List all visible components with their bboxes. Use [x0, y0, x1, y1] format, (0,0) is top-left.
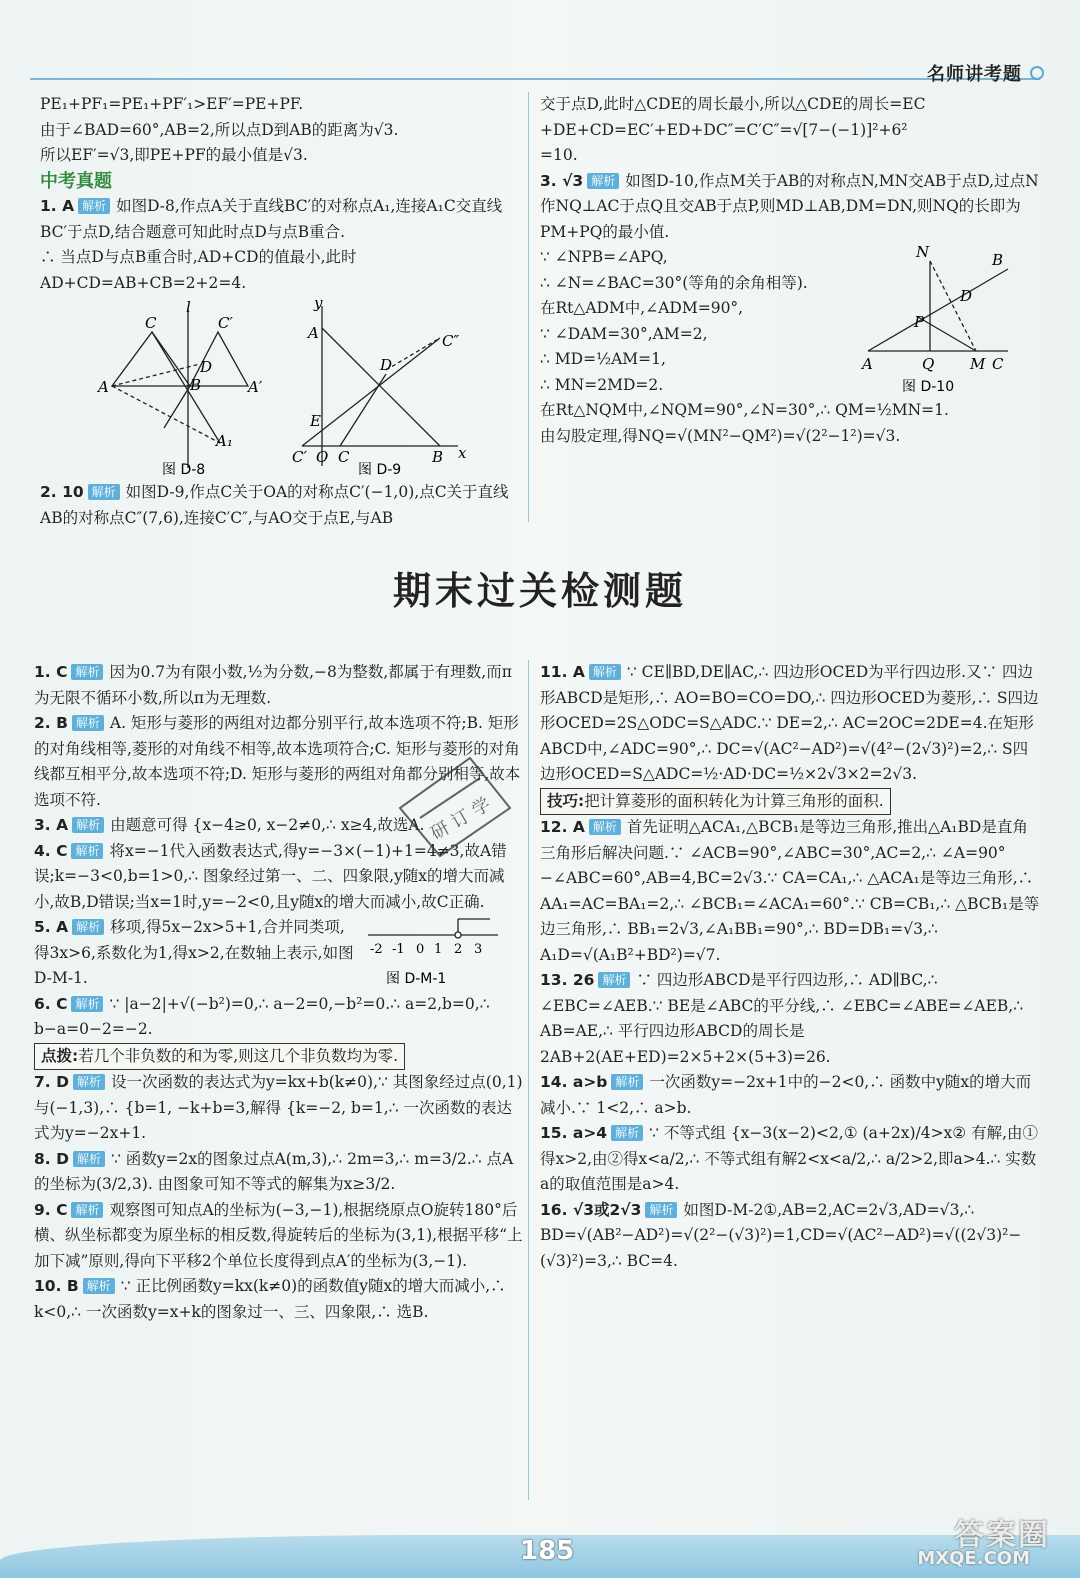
fig-d10-label: Q: [922, 355, 935, 373]
fig-d10-label: M: [970, 355, 986, 373]
fig-d10-label: P: [914, 313, 925, 331]
answer-item: [34, 660, 524, 711]
answer-text: 由题意可得 {x−4≥0, x−2≠0,∴ x≥4,故选A.: [110, 816, 425, 834]
question-2: [40, 480, 518, 531]
answer-number: 3. √3: [540, 171, 584, 190]
fig-d8-label: A₁: [216, 432, 233, 450]
fig-d9-label: E: [310, 412, 321, 430]
answer-item: [34, 1198, 524, 1275]
handwritten-stamp: [380, 738, 530, 868]
answer-text: ∵ 不等式组 {x−3(x−2)<2,① (a+2x)/4>x② 有解,由①得x>2,由②得x<a/2,∴ 不等式组有解2<x<a/2,∴ a/2>2,即a>4.∴ 实数a的取值范围是a>4.: [540, 1124, 1039, 1193]
figure-dm1-number-line: [366, 911, 506, 991]
analysis-tag: 解析: [73, 1151, 105, 1167]
answer-item: [34, 1070, 524, 1147]
text-line: ∴ MN=2MD=2.: [540, 375, 664, 394]
answer-number: 2. 10: [40, 483, 84, 501]
tip-box: [34, 1043, 405, 1071]
answer-text: ∴ 当点D与点B重合时,AD+CD的值最小,此时AD+CD=AB+CB=2+2=4.: [40, 248, 357, 292]
answer-text: 将x=−1代入函数表达式,得y=−3×(−1)+1=4≠3,故A错误;k=−3<0,b=1>0,∴ 图象经过第一、二、四象限,y随x的增大而减小,故B,D错误;当x=1时,y=−2<0,且y随x的增大而减小,故C正确.: [34, 841, 507, 911]
text-line: 所以EF′=√3,即PE+PF的最小值是√3.: [40, 146, 308, 164]
fig-d10-label: N: [916, 243, 930, 261]
bottom-right-column: [540, 660, 1040, 1274]
top-right-column: [540, 92, 1040, 449]
answer-text: 设一次函数的表达式为y=kx+b(k≠0),∵ 其图象经过点(0,1)与(−1,3),∴ {b=1, −k+b=3,解得 {k=−2, b=1,∴ 一次函数的表达式为y=−2x+1.: [34, 1073, 523, 1142]
text-line: ∵ ∠DAM=30°,AM=2,: [540, 324, 708, 343]
answer-number: 1. A: [40, 197, 75, 215]
tick-label: 1: [434, 942, 443, 957]
answer-text: 移项,得5x−2x>5+1,合并同类项,得3x>6,系数化为1,得x>2,在数轴上表示,如图D-M-1.: [34, 918, 354, 987]
watermark-logo: 答案圈: [954, 1518, 1050, 1553]
fig-d9-label: B: [432, 448, 444, 466]
fig-d8-label: l: [186, 298, 191, 316]
answer-number: 4. C: [34, 841, 68, 860]
q5-block: [34, 915, 524, 992]
fig-d10-label: B: [992, 251, 1004, 269]
fig-d8-label: C: [145, 314, 157, 332]
answer-item: [540, 1121, 1040, 1198]
top-left-column: [40, 92, 518, 531]
answer-item: [540, 815, 1040, 968]
answer-text: ∵ |a−2|+√(−b²)=0,∴ a−2=0,−b²=0.∴ a=2,b=0,∴ b−a=0−2=−2.: [34, 994, 490, 1038]
tip-label: 技巧:: [547, 791, 585, 810]
answer-number: 8. D: [34, 1149, 69, 1168]
fig-d10-label: C: [992, 355, 1004, 373]
analysis-tag: 解析: [71, 996, 103, 1012]
stamp-text: 研 订 学: [427, 793, 495, 845]
fig-d9-label: D: [380, 356, 393, 374]
analysis-tag: 解析: [73, 1074, 105, 1090]
fig-d9-label: C′: [292, 448, 307, 466]
fig-d8-label: D: [200, 358, 213, 376]
header-title: 名师讲考题: [927, 64, 1022, 85]
answer-text: 如图D-10,作点M关于AB的对称点N,MN交AB于点D,过点N作NQ⊥AC于点Q且交AB于点P,则MD⊥AB,DM=DN,则NQ的长即为PM+PQ的最小值.: [540, 171, 1039, 241]
answer-text: 如图D-8,作点A关于直线BC′的对称点A₁,连接A₁C交直线BC′于点D,结合题意可知此时点D与点B重合.: [40, 197, 503, 241]
header-rule: [30, 78, 1040, 80]
figure-caption: 图 D-M-1: [386, 971, 447, 987]
section-title: 期末过关检测题: [392, 569, 687, 613]
answer-item: [540, 1198, 1040, 1275]
analysis-tag: 解析: [78, 198, 110, 214]
analysis-tag: 解析: [83, 1278, 115, 1294]
watermark-url: MXQE.COM: [917, 1548, 1030, 1569]
fig-d10-label: D: [960, 287, 973, 305]
answer-item: [34, 1147, 524, 1198]
question-1: [40, 194, 518, 245]
fig-d8-label: A: [98, 378, 109, 396]
fig-d9-label: y: [314, 298, 323, 312]
tip-text: 把计算菱形的面积转化为计算三角形的面积.: [584, 791, 884, 810]
analysis-tag: 解析: [587, 173, 619, 189]
analysis-tag: 解析: [611, 1125, 643, 1141]
text-line: 由于∠BAD=60°,AB=2,所以点D到AB的距离为√3.: [40, 120, 399, 139]
answer-text: 一次函数y=−2x+1中的−2<0,∴ 函数中y随x的增大而减小.∵ 1<2,∴ a>b.: [540, 1073, 1032, 1117]
analysis-tag: 解析: [589, 819, 621, 835]
answer-item: [34, 915, 354, 992]
answer-text: 如图D-M-2①,AB=2,AC=2√3,AD=√3,∴ BD=√(AB²−AD²)=√(2²−(√3)²)=1,CD=√(AC²−AD²)=√((2√3)²−(√3)²)=3,∴ BC=4.: [540, 1200, 1022, 1270]
figure-caption: 图 D-10: [902, 379, 955, 395]
answer-text: ∵ 函数y=2x的图象过点A(m,3),∴ 2m=3,∴ m=3/2.∴ 点A的坐标为(3/2,3). 由图象可知不等式的解集为x≥3/2.: [34, 1149, 514, 1193]
answer-number: 7. D: [34, 1073, 69, 1091]
text-line: 交于点D,此时△CDE的周长最小,所以△CDE的周长=EC: [540, 95, 926, 113]
fig-d9-label: x: [458, 444, 467, 462]
answer-text: ∵ 正比例函数y=kx(k≠0)的函数值y随x的增大而减小,∴ k<0,∴ 一次函数y=x+k的图象过一、三、四象限,∴ 选B.: [34, 1277, 506, 1321]
tick-label: 0: [416, 942, 425, 957]
answer-number: 9. C: [34, 1200, 68, 1219]
text-line: PE₁+PF₁=PE₁+PF′₁>EF′=PE+PF.: [40, 95, 304, 113]
answer-item: [34, 992, 524, 1043]
answer-number: 10. B: [34, 1277, 79, 1295]
tip-text: 若几个非负数的和为零,则这几个非负数均为零.: [78, 1046, 399, 1065]
answer-number: 5. A: [34, 918, 69, 936]
page-number: 185: [520, 1536, 575, 1566]
answer-item: [540, 660, 1040, 788]
answer-item: [540, 968, 1040, 1070]
fig-d9-label: C″: [442, 332, 460, 350]
tick-label: -2: [370, 942, 383, 957]
answer-text: ∵ CE∥BD,DE∥AC,∴ 四边形OCED为平行四边形.又∵ 四边形ABCD是矩形,∴ AO=BO=CO=DO,∴ 四边形OCED为菱形,∴ S四边形OCED=2S△ODC=S△ADC.∵ DE=2,∴ AC=2OC=2DE=4.在矩形ABCD中,∠ADC=90°,∴ DC=√(AC²−AD²)=√(4²−(2√3)²)=2,∴ S四边形OCED=S△ADC=½·AD·DC=½×2√3×2=2√3.: [540, 663, 1039, 783]
fig-d9-label: O: [316, 448, 329, 466]
answer-number: 12. A: [540, 818, 585, 836]
analysis-tag: 解析: [598, 972, 630, 988]
answer-number: 16. √3或2√3: [540, 1200, 642, 1219]
analysis-tag: 解析: [589, 664, 621, 680]
figures-d8-d9: [40, 298, 510, 480]
fig-d9-label: C: [338, 448, 350, 466]
answer-text: 观察图可知点A的坐标为(−3,−1),根据绕原点O旋转180°后横、纵坐标都变为原坐标的相反数,得旋转后的坐标为(3,1),根据平移“上加下减”原则,得向下平移2个单位长度得到点A′的坐标为(3,−1).: [34, 1200, 523, 1270]
answer-number: 15. a>4: [540, 1124, 608, 1142]
answer-number: 1. C: [34, 663, 68, 681]
text-line: ∵ ∠NPB=∠APQ,: [540, 248, 668, 266]
q3-body: [540, 245, 1040, 449]
analysis-tag: 解析: [72, 817, 104, 833]
analysis-tag: 解析: [71, 843, 103, 859]
section-label: 中考真题: [40, 170, 112, 192]
analysis-tag: 解析: [88, 484, 120, 500]
header-dot-icon: [1030, 66, 1044, 80]
analysis-tag: 解析: [611, 1074, 643, 1090]
answer-text: 因为0.7为有限小数,½为分数,−8为整数,都属于有理数,而π为无限不循环小数,所以π为无理数.: [34, 663, 512, 707]
answer-text: ∵ 四边形ABCD是平行四边形,∴ AD∥BC,∴ ∠EBC=∠AEB.∵ BE是∠ABC的平分线,∴ ∠EBC=∠ABE=∠AEB,∴ AB=AE,∴ 平行四边形ABCD的周长是2AB+2(AE+ED)=2×5+2×(5+3)=26.: [540, 971, 1024, 1066]
fig-d8-label: B: [190, 376, 202, 394]
answer-number: 6. C: [34, 994, 68, 1013]
figure-caption: 图 D-8: [162, 462, 206, 478]
answer-number: 3. A: [34, 816, 69, 834]
tick-label: 2: [454, 942, 463, 957]
analysis-tag: 解析: [71, 1202, 103, 1218]
fig-d9-label: A: [308, 324, 319, 342]
answer-number: 14. a>b: [540, 1073, 608, 1091]
analysis-tag: 解析: [72, 715, 104, 731]
answer-text: 如图D-9,作点C关于OA的对称点C′(−1,0),点C关于直线AB的对称点C″(7,6),连接C′C″,与AO交于点E,与AB: [40, 483, 509, 527]
answer-number: 2. B: [34, 714, 68, 732]
tip-label: 点拨:: [41, 1046, 79, 1065]
figure-d10: [858, 241, 1028, 401]
tick-label: -1: [392, 942, 405, 957]
answer-item: [34, 1274, 524, 1325]
text-line: 在Rt△ADM中,∠ADM=90°,: [540, 299, 744, 317]
tick-label: 3: [474, 942, 483, 957]
answer-text: 首先证明△ACA₁,△BCB₁是等边三角形,推出△A₁BD是直角三角形后解决问题.∵ ∠ACB=90°,∠ABC=30°,AC=2,∴ ∠A=90°−∠ABC=60°,AB=4,BC=2√3.∵ CA=CA₁,∴ △ACA₁是等边三角形,∴ AA₁=AC=BA₁=2,∴ ∠BCB₁=∠ACA₁=60°.∵ CB=CB₁,∴ △BCB₁是等边三角形,∴ BB₁=2√3,∠A₁BB₁=90°,∴ BD=DB₁=√3,∴ A₁D=√(A₁B²+BD²)=√7.: [540, 818, 1040, 964]
text-line: ∴ ∠N=∠BAC=30°(等角的余角相等).: [540, 273, 808, 292]
column-divider: [528, 92, 529, 522]
question-3: [540, 169, 1040, 246]
answer-number: 13. 26: [540, 971, 595, 989]
figure-d9: [302, 306, 458, 466]
text-line: ∴ MD=½AM=1,: [540, 350, 666, 368]
tip-box: [540, 788, 891, 816]
text-line: +DE+CD=EC′+ED+DC″=C′C″=√[7−(−1)]²+6²: [540, 120, 908, 139]
analysis-tag: 解析: [645, 1202, 677, 1218]
analysis-tag: 解析: [72, 919, 104, 935]
answer-text: A. 矩形与菱形的两组对边都分别平行,故本选项不符;B. 矩形的对角线相等,菱形的对角线不相等,故本选项符合;C. 矩形与菱形的对角线都互相平分,故本选项不符;D. 矩形与菱形的两组对角都分别相等,故本选项不符.: [34, 714, 521, 809]
text-line: 由勾股定理,得NQ=√(MN²−QM²)=√(2²−1²)=√3.: [540, 426, 901, 445]
text-line: 在Rt△NQM中,∠NQM=90°,∠N=30°,∴ QM=½MN=1.: [540, 401, 949, 419]
answer-number: 11. A: [540, 663, 585, 681]
fig-d8-label: C′: [218, 314, 233, 332]
analysis-tag: 解析: [71, 664, 103, 680]
answer-item: [540, 1070, 1040, 1121]
fig-d8-label: A′: [248, 378, 263, 396]
text-line: =10.: [540, 146, 578, 164]
fig-d10-label: A: [862, 355, 873, 373]
figure-caption: 图 D-9: [358, 462, 402, 478]
